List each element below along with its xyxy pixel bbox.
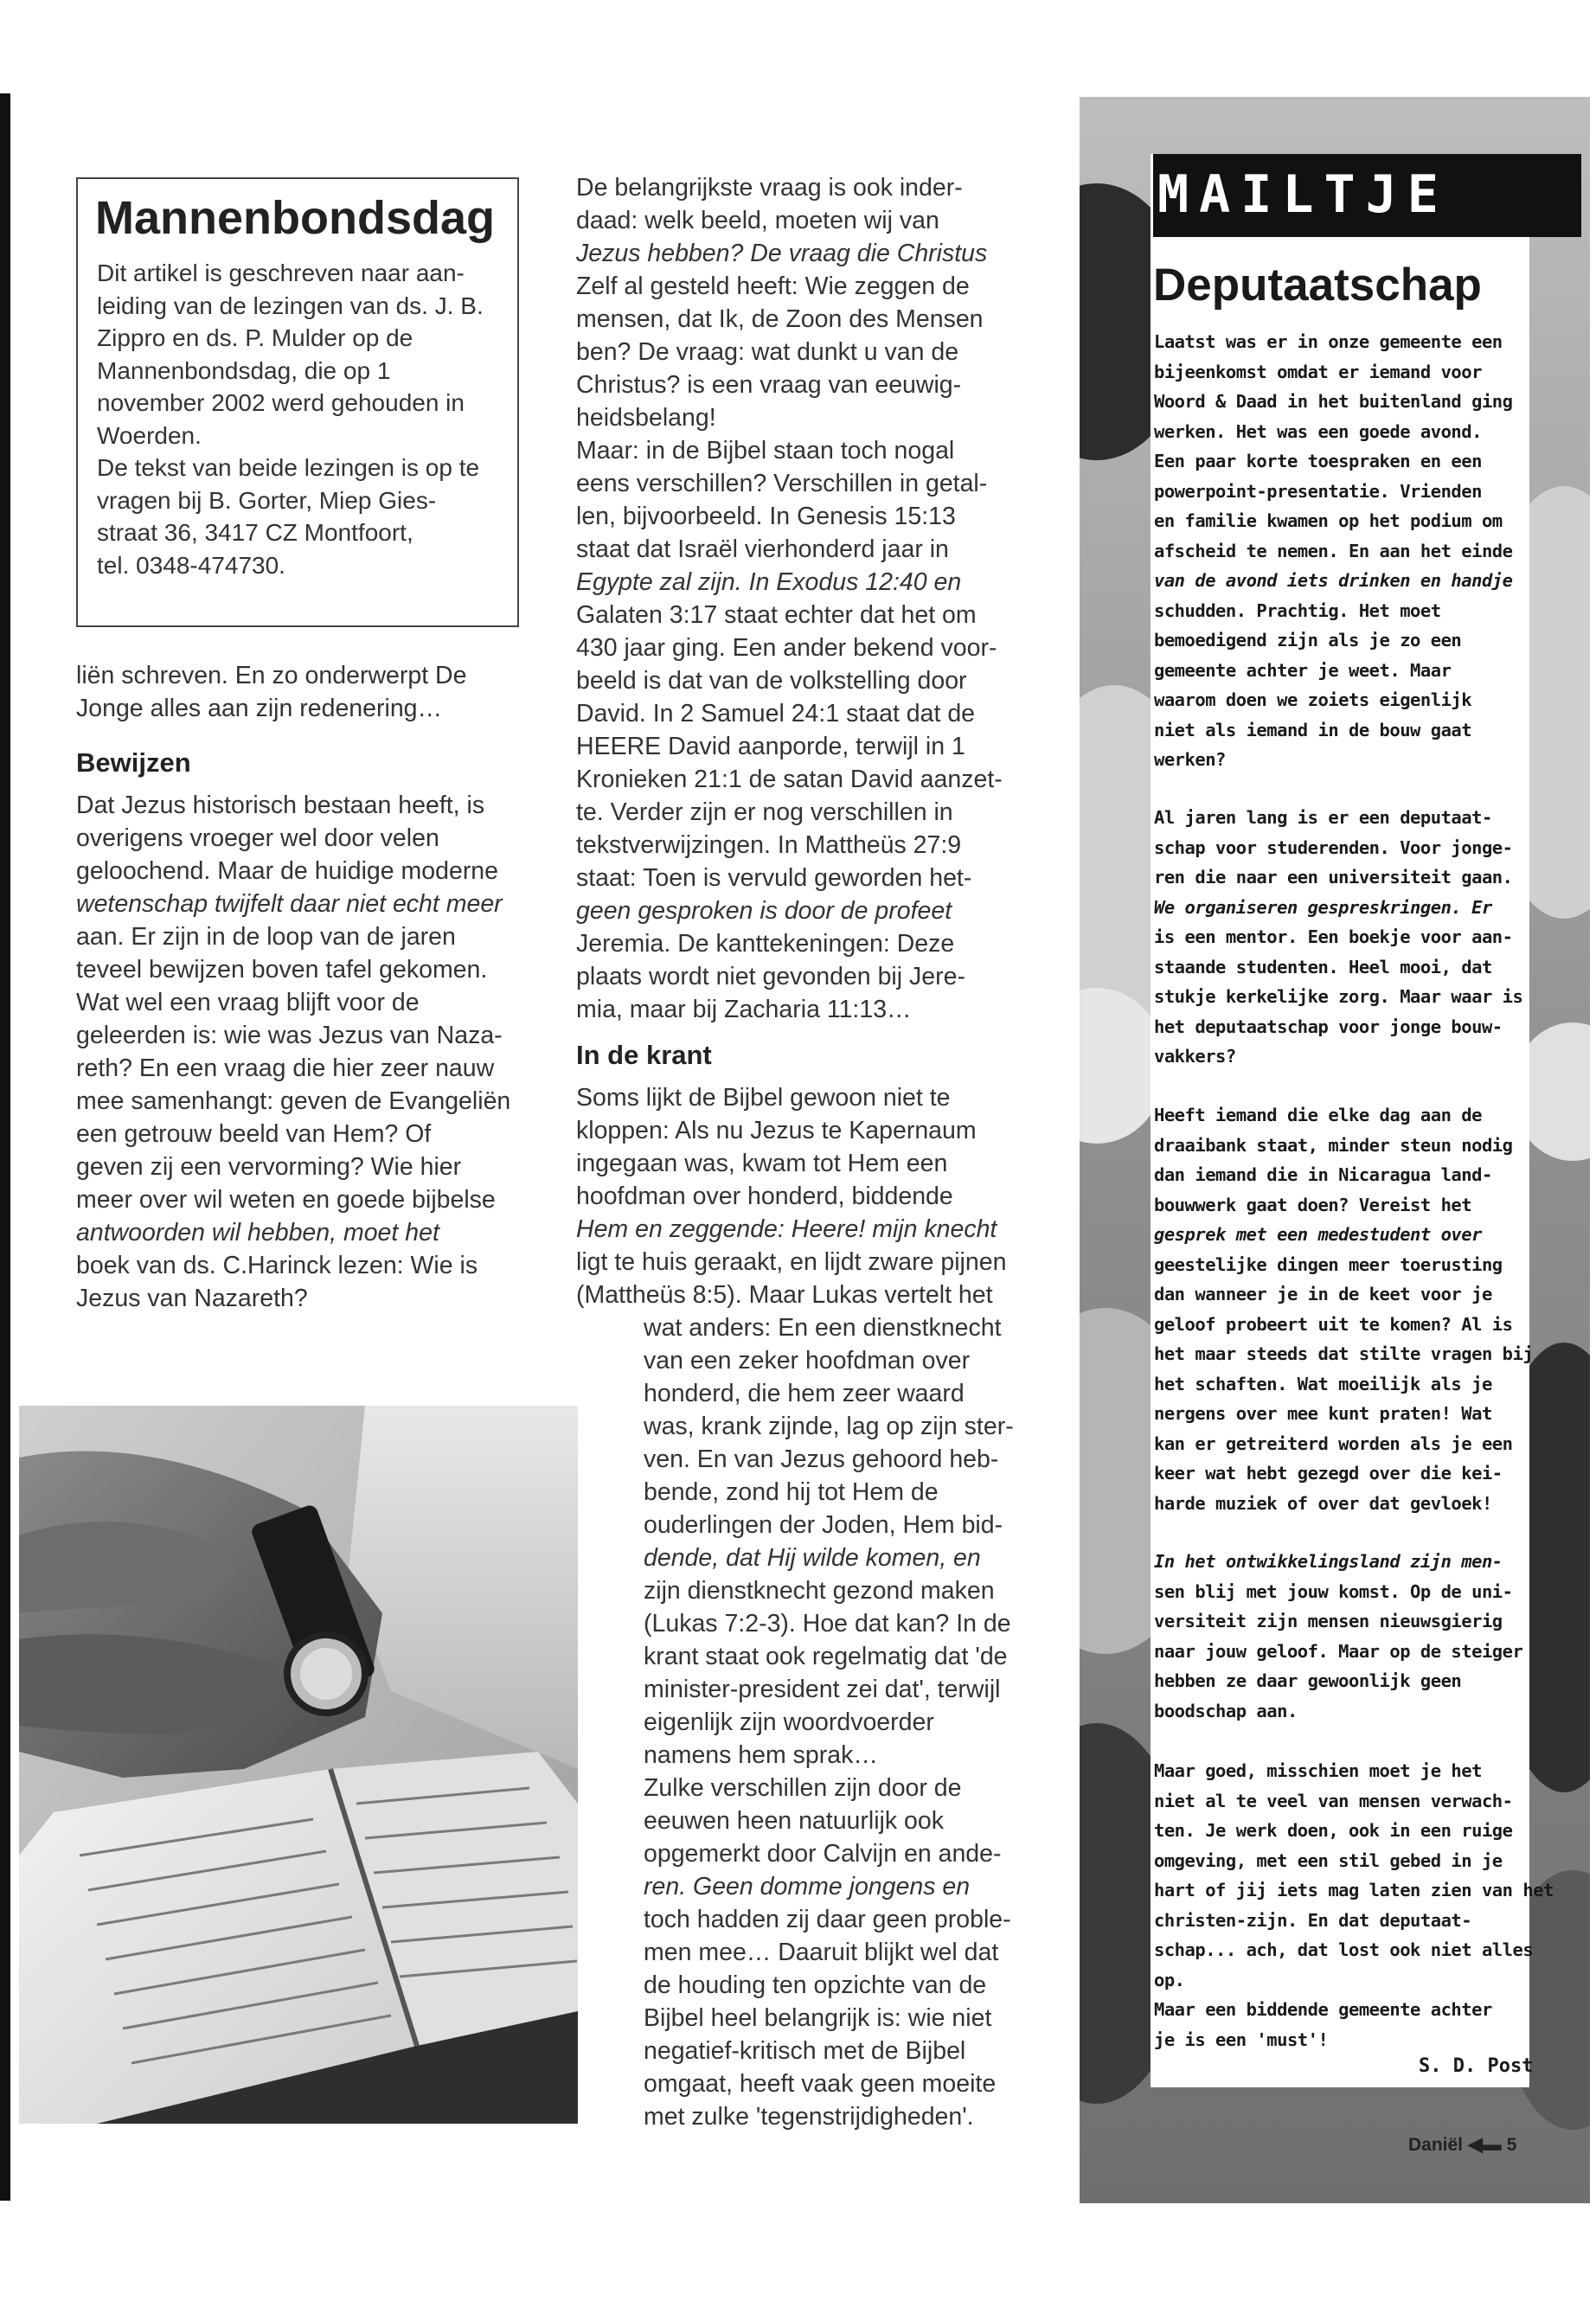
page-footer [1408,2133,1516,2156]
magazine-name: Daniël [1408,2135,1464,2155]
sidebar-p2: Al jaren lang is er een deputaat- schap voor studerenden. Voor jonge- ren die naar een universiteit gaan. We organiseren gespreskringen. Er is een mentor. Een boekje voor aan- staande studenten. Heel mooi, dat stukje kerkelijke zorg. Maar waar is het deputaatschap voor jonge bouw- vakkers? [1154,807,1523,1067]
col2-indent: wat anders: En een dienstknecht van een zeker hoofdman over honderd, die hem zeer waard was, krank zijnde, lag op zijn ster- ven. En van Jezus gehoord heb- bende, zond hij tot Hem de ouderlingen der Joden, Hem bid- dende, dat Hij wilde komen, en zijn dienstknecht gezond maken (Lukas 7:2-3). Hoe dat kan? In de krant staat ook regelmatig dat 'de minister-president zei dat', terwijl eigenlijk zijn woordvoerder namens hem sprak… Zulke verschillen zijn door de eeuwen heen natuurlijk ook opgemerkt door Calvijn en ande- ren. Geen domme jongens en toch hadden zij daar geen proble- men mee… Daaruit blijkt wel dat de houding ten opzichte van de Bijbel heel belangrijk is: wie niet negatief-kritisch met de Bijbel omgaat, heeft vaak geen moeite met zulke 'tegenstrijdigheden'. [644,1314,1014,2131]
col2-body: De belangrijkste vraag is ook inder- daad: welk beeld, moeten wij van Jezus hebben? De vraag die Christus Zelf al gesteld heeft: Wie zeggen de mensen, dat Ik, de Zoon des Mensen ben? De vraag: wat dunkt u van de Christus? is een vraag van eeuwig- heidsbelang! Maar: in de Bijbel staan toch nogal eens verschillen? Verschillen in getal- len, bijvoorbeeld. In Genesis 15:13 staat dat Israël vierhonderd jaar in Egypte zal zijn. In Exodus 12:40 en Galaten 3:17 staat echter dat het om 430 jaar ging. Een ander bekend voor- beeld is dat van de volkstelling door David. In 2 Samuel 24:1 staat dat de HEERE David aanporde, terwijl in 1 Kronieken 21:1 de satan David aanzet- te. Verder zijn er nog verschillen in tekstverwijzingen. In Mattheüs 27:9 staat: Toen is vervuld geworden het- geen gesproken is door de profeet Jeremia. De kanttekeningen: Deze plaats wordt niet gevonden bij Jere- mia, maar bij Zacharia 11:13… [576,174,1003,1023]
heading-bewijzen: Bewijzen [76,747,191,778]
box-title: Mannenbondsdag [95,192,495,244]
sidebar-title: Deputaatschap [1153,260,1482,311]
page-number: 5 [1506,2135,1517,2155]
arrow-icon: ◀▬ [1467,2133,1502,2155]
sidebar-p5: Maar goed, misschien moet je het niet al te veel van mensen verwach- ten. Je werk doen, ook in een ruige omgeving, met een stil gebed in je hart of jij iets mag laten zien van het christen-zijn. En dat deputaat- schap... ach, dat lost ook niet alles op. Maar een biddende gemeente achter je is een 'must'! [1154,1760,1554,2050]
col1-body: Dat Jezus historisch bestaan heeft, is overigens vroeger wel door velen geloochend. Maar de huidige moderne wetenschap twijfelt daar niet echt meer aan. Er zijn in de loop van de jaren teveel bewijzen boven tafel gekomen. Wat wel een vraag blijft voor de geleerden is: wie was Jezus van Naza- reth? En een vraag die hier zeer nauw mee samenhangt: geven de Evangeliën een getrouw beeld van Hem? Of geven zij een vervorming? Wie hier meer over wil weten en goede bijbelse antwoorden wil hebben, moet het boek van ds. C.Harinck lezen: Wie is Jezus van Nazareth? [76,792,511,1312]
sidebar-p3: Heeft iemand die elke dag aan de draaibank staat, minder steun nodig dan iemand die in Nicaragua land- bouwwerk gaat doen? Vereist het gesprek met een medestudent over geestelijke dingen meer toerusting dan wanneer je in de keet voor je geloof probeert uit te komen? Al is het maar steeds dat stilte vragen bij het schaften. Wat moeilijk als je nergens over mee kunt praten! Wat kan er getreiterd worden als je een keer wat hebt gezegd over die kei- harde muziek of over dat gevloek! [1154,1105,1534,1514]
col2-krant: Soms lijkt de Bijbel gewoon niet te kloppen: Als nu Jezus te Kapernaum ingegaan was, kwam tot Hem een hoofdman over honderd, biddende Hem en zeggende: Heere! mijn knecht ligt te huis geraakt, en lijdt zware pijnen (Mattheüs 8:5). Maar Lukas vertelt het [576,1084,1007,1309]
box-text: Dit artikel is geschreven naar aan- leiding van de lezingen van ds. J. B. Zippro en ds. P. Mulder op de Mannenbondsdag, die op 1 november 2002 werd gehouden in Woerden. De tekst van beide lezingen is op te vragen bij B. Gorter, Miep Gies- straat 36, 3417 CZ Montfoort, tel. 0348-474730. [97,260,484,579]
sidebar-p4: In het ontwikkelingsland zijn men- sen blij met jouw komst. Op de uni- versiteit zijn mensen nieuwsgierig naar jouw geloof. Maar op de steiger hebben ze daar gewoonlijk geen boodschap aan. [1154,1551,1523,1721]
heading-in-de-krant: In de krant [576,1040,712,1070]
signature: S. D. Post [1419,2055,1534,2077]
col1-intro: liën schreven. En zo onderwerpt De Jonge alles aan zijn redenering… [76,662,467,722]
page-edge-bar [0,93,10,2201]
sidebar-p1: Laatst was er in onze gemeente een bijeenkomst omdat er iemand voor Woord & Daad in het buitenland ging werken. Het was een goede avond. Een paar korte toespraken en een powerpoint-presentatie. Vrienden en familie kwamen op het podium om afscheid te nemen. En aan het einde van de avond iets drinken en handje schudden. Prachtig. Het moet bemoedigend zijn als je zo een gemeente achter je weet. Maar waarom doen we zoiets eigenlijk niet als iemand in de bouw gaat werken? [1154,331,1513,770]
mailtje-label: MAILTJE [1157,164,1449,225]
hands-bible-photo [19,1406,578,2124]
